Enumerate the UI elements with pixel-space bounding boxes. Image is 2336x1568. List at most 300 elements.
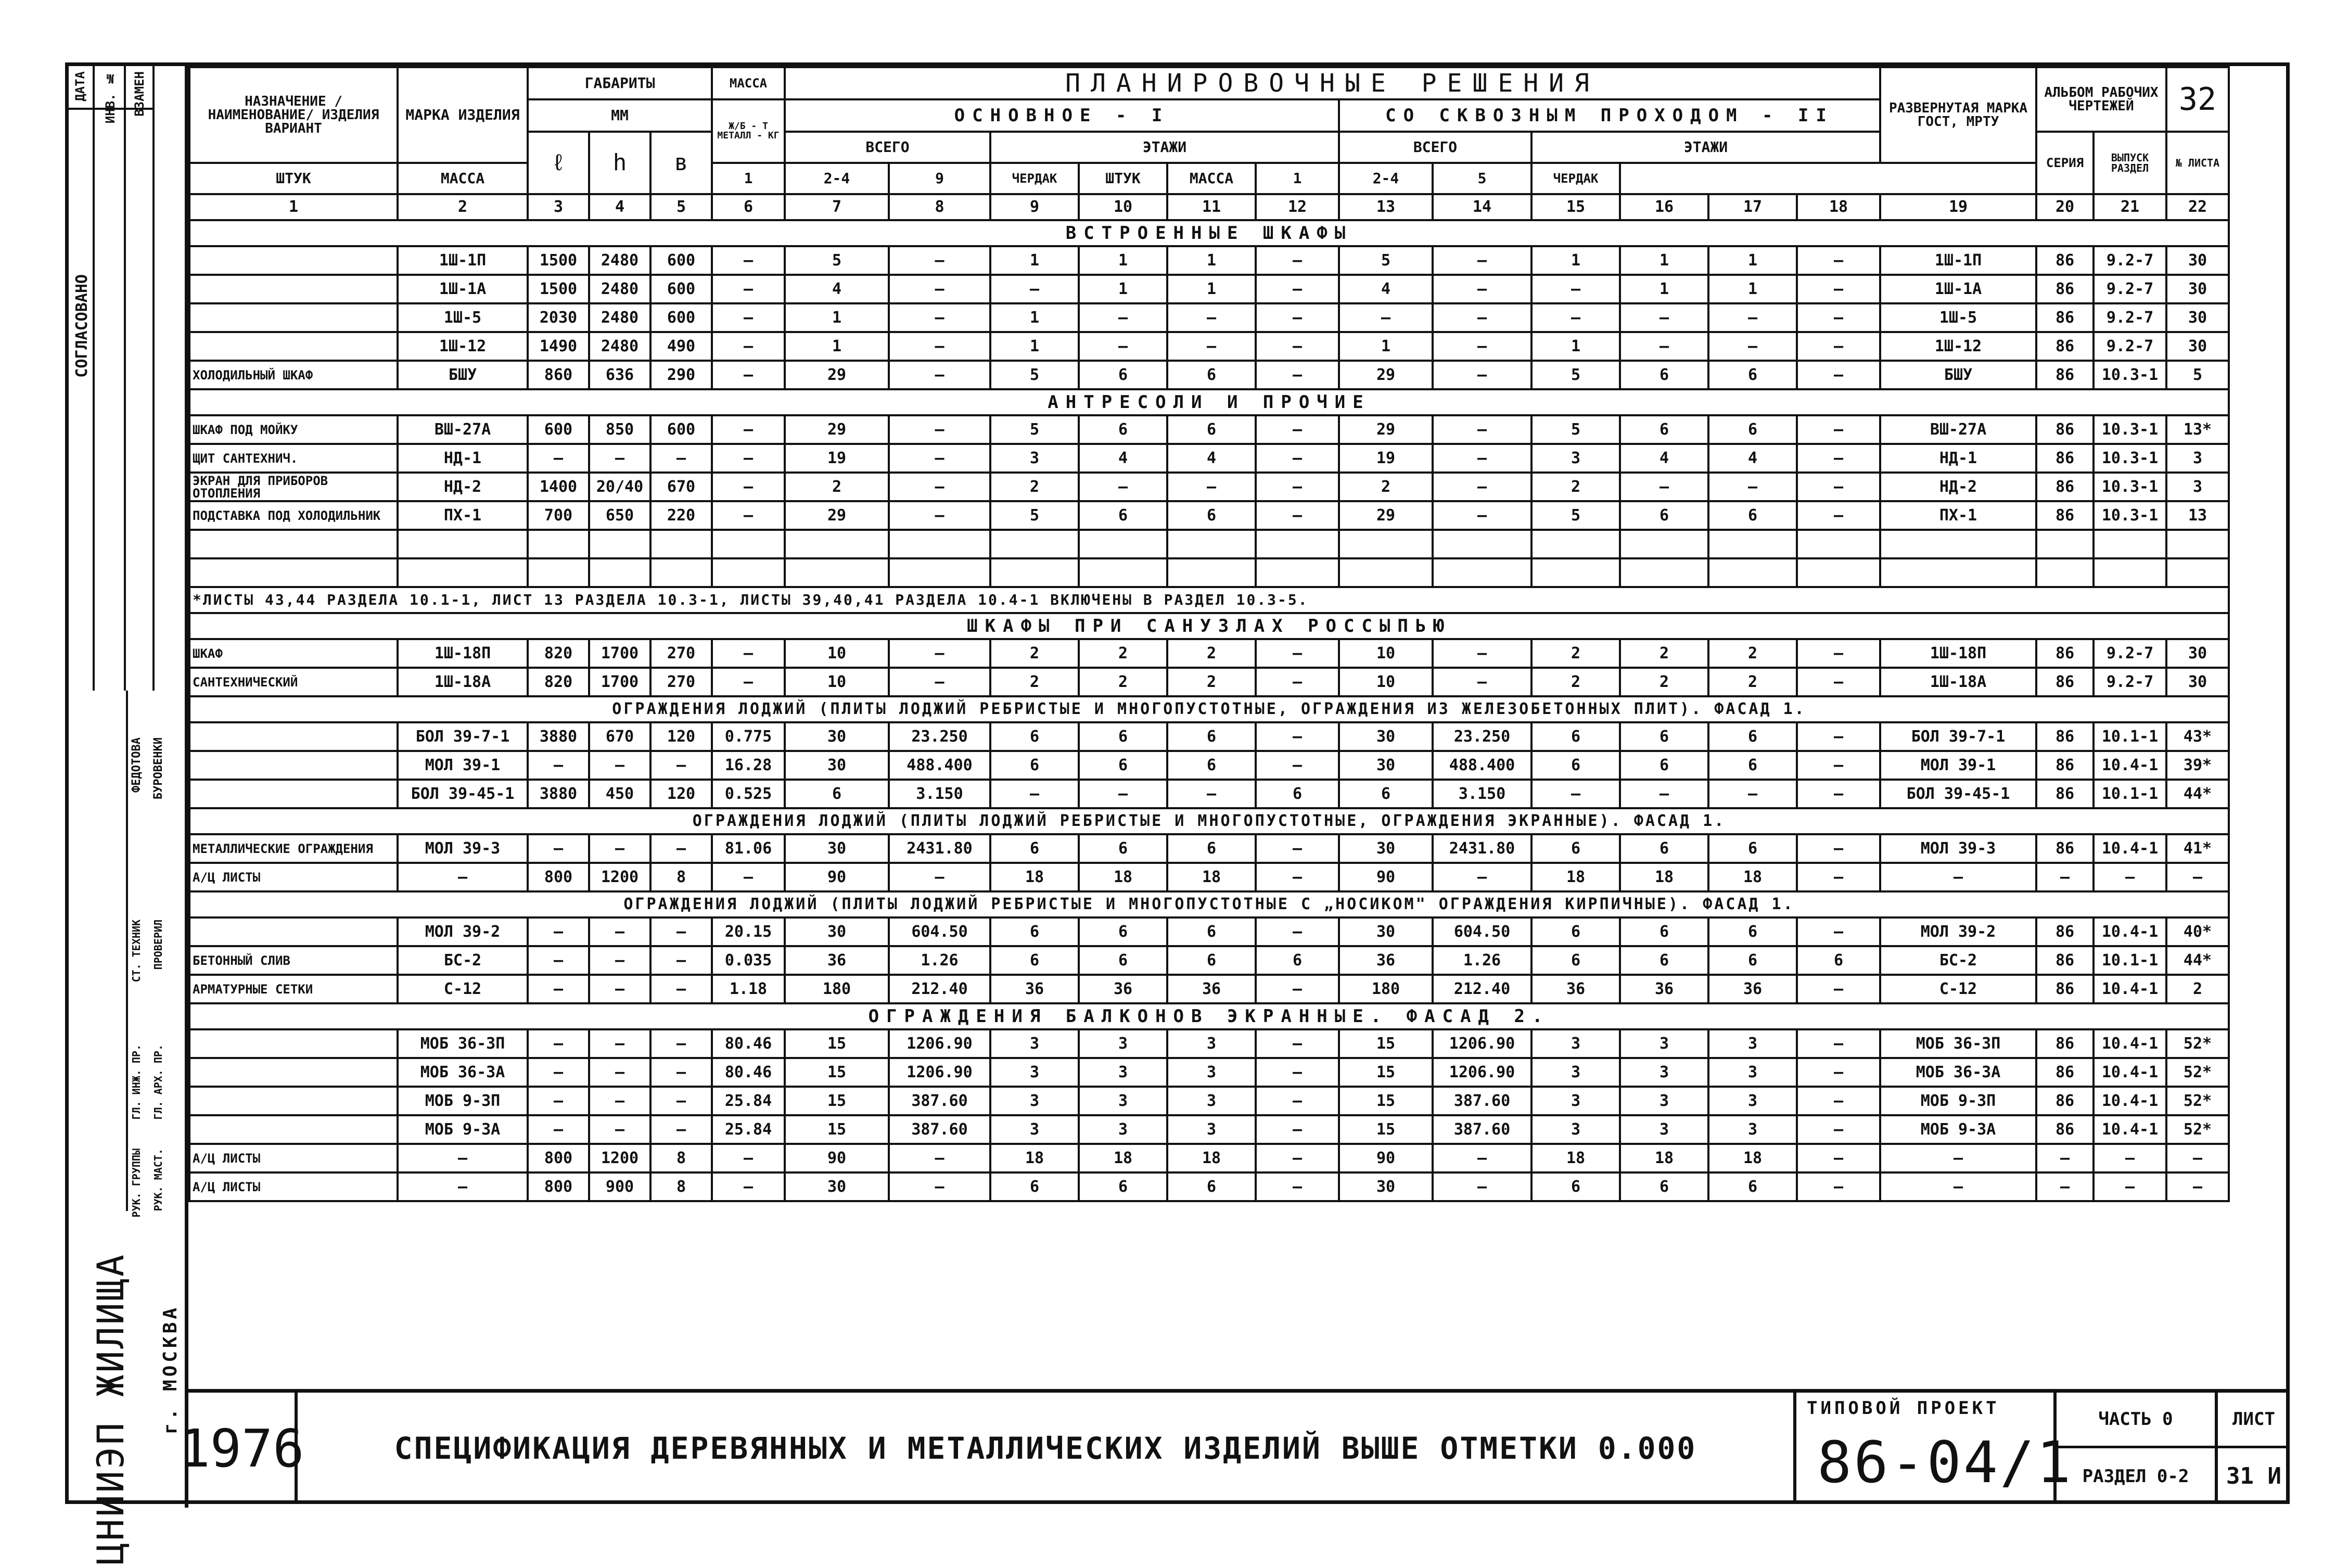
column-number: 14 bbox=[1433, 194, 1531, 220]
table-cell: 20/40 bbox=[589, 473, 650, 501]
table-cell: 9.2-7 bbox=[2094, 246, 2166, 275]
table-cell: — bbox=[589, 444, 650, 473]
table-cell: — bbox=[1797, 332, 1880, 361]
table-cell: 10.4-1 bbox=[2094, 834, 2166, 863]
column-number: 9 bbox=[990, 194, 1079, 220]
table-cell: 10.1-1 bbox=[2094, 780, 2166, 808]
table-cell: 1 bbox=[1079, 275, 1167, 303]
table-cell: 6 bbox=[1256, 946, 1339, 975]
table-cell: — bbox=[1256, 303, 1339, 332]
table-cell: 30 bbox=[2166, 246, 2229, 275]
table-cell bbox=[189, 1029, 398, 1058]
table-cell: 2 bbox=[990, 639, 1079, 668]
table-cell: 2 bbox=[1531, 473, 1620, 501]
table-cell: — bbox=[1620, 332, 1708, 361]
table-cell: 2 bbox=[1531, 668, 1620, 696]
table-cell: — bbox=[650, 444, 712, 473]
table-cell: 120 bbox=[650, 722, 712, 751]
table-cell: — bbox=[650, 946, 712, 975]
table-cell: 86 bbox=[2036, 917, 2094, 946]
table-cell: 6 bbox=[1620, 1172, 1708, 1201]
table-cell: 1Ш-5 bbox=[1880, 303, 2036, 332]
table-cell: 1 bbox=[785, 303, 889, 332]
table-cell bbox=[189, 1058, 398, 1087]
table-cell: 3 bbox=[1531, 1115, 1620, 1144]
table-cell: — bbox=[1797, 639, 1880, 668]
table-cell: 6 bbox=[1079, 501, 1167, 530]
table-cell: 270 bbox=[650, 639, 712, 668]
column-number: 16 bbox=[1620, 194, 1708, 220]
table-cell: 1 bbox=[785, 332, 889, 361]
table-cell: 18 bbox=[1620, 863, 1708, 891]
table-cell: 36 bbox=[990, 975, 1079, 1003]
table-cell: 30 bbox=[2166, 639, 2229, 668]
table-cell: 29 bbox=[785, 361, 889, 389]
table-cell: — bbox=[1797, 917, 1880, 946]
part-cell: ЧАСТЬ 0 bbox=[2057, 1393, 2218, 1448]
table-cell: А/Ц ЛИСТЫ bbox=[189, 1172, 398, 1201]
table-cell: 30 bbox=[1339, 917, 1433, 946]
header-basic: ОСНОВНОЕ - I bbox=[785, 99, 1339, 132]
table-cell: — bbox=[1256, 1029, 1339, 1058]
table-cell: 600 bbox=[650, 415, 712, 444]
column-number: 2 bbox=[398, 194, 528, 220]
table-cell bbox=[189, 1087, 398, 1115]
table-cell: 3 bbox=[1079, 1115, 1167, 1144]
header-through: СО СКВОЗНЫМ ПРОХОДОМ - II bbox=[1339, 99, 1880, 132]
date-label: ДАТА bbox=[73, 71, 87, 101]
table-cell bbox=[189, 780, 398, 808]
table-cell: 18 bbox=[1079, 863, 1167, 891]
table-cell: — bbox=[889, 1172, 990, 1201]
table-cell: 600 bbox=[650, 303, 712, 332]
table-cell: 1700 bbox=[589, 668, 650, 696]
table-cell: — bbox=[1620, 303, 1708, 332]
table-cell: — bbox=[528, 946, 589, 975]
table-cell: — bbox=[1797, 275, 1880, 303]
table-cell bbox=[189, 303, 398, 332]
year-stamp: 1976 bbox=[188, 1393, 298, 1504]
header-mass-unit: Ж/Б - Т МЕТАЛЛ - КГ bbox=[712, 99, 785, 163]
column-number: 10 bbox=[1079, 194, 1167, 220]
table-cell: 3 bbox=[1167, 1087, 1256, 1115]
table-row bbox=[189, 917, 2229, 946]
table-cell bbox=[990, 530, 1079, 558]
table-cell: 3 bbox=[1167, 1029, 1256, 1058]
empty-row bbox=[189, 558, 2229, 587]
header-series: СЕРИЯ bbox=[2036, 132, 2094, 194]
table-cell: 86 bbox=[2036, 246, 2094, 275]
table-cell: 6 bbox=[1708, 722, 1797, 751]
table-cell: — bbox=[1256, 975, 1339, 1003]
table-row bbox=[189, 1087, 2229, 1115]
table-cell: 29 bbox=[785, 415, 889, 444]
footnote: *ЛИСТЫ 43,44 РАЗДЕЛА 10.1-1, ЛИСТ 13 РАЗДЕЛА 10.3-1, ЛИСТЫ 39,40,41 РАЗДЕЛА 10.4-1 ВКЛЮЧЕНЫ В РАЗДЕЛ 10.3-5. bbox=[189, 587, 2229, 613]
table-cell: — bbox=[528, 1115, 589, 1144]
table-cell: 30 bbox=[2166, 332, 2229, 361]
table-cell: 52* bbox=[2166, 1087, 2229, 1115]
table-cell: 6 bbox=[1708, 1172, 1797, 1201]
table-cell: 19 bbox=[1339, 444, 1433, 473]
title-block bbox=[178, 1389, 2290, 1504]
table-cell: — bbox=[1620, 780, 1708, 808]
table-row bbox=[189, 1058, 2229, 1087]
header-sheet-no: № ЛИСТА bbox=[2166, 132, 2229, 194]
table-cell: 18 bbox=[1167, 1144, 1256, 1172]
table-cell: — bbox=[889, 303, 990, 332]
table-cell: — bbox=[712, 1172, 785, 1201]
drawing-sheet bbox=[65, 62, 2290, 1565]
header-count: ШТУК bbox=[1079, 163, 1167, 194]
table-cell bbox=[2094, 530, 2166, 558]
table-cell: 90 bbox=[1339, 1144, 1433, 1172]
header-album: АЛЬБОМ РАБОЧИХ ЧЕРТЕЖЕЙ bbox=[2036, 67, 2166, 132]
table-row bbox=[189, 275, 2229, 303]
table-cell: — bbox=[1256, 639, 1339, 668]
table-cell: — bbox=[1708, 473, 1797, 501]
table-cell: — bbox=[1256, 1087, 1339, 1115]
table-cell: — bbox=[712, 361, 785, 389]
table-cell: 10 bbox=[1339, 668, 1433, 696]
table-row bbox=[189, 780, 2229, 808]
table-cell: 10.1-1 bbox=[2094, 946, 2166, 975]
table-cell: 1 bbox=[1531, 246, 1620, 275]
table-cell: — bbox=[1256, 501, 1339, 530]
table-cell: — bbox=[2166, 1144, 2229, 1172]
city-label: г. МОСКВА bbox=[160, 1305, 181, 1435]
table-cell: 1200 bbox=[589, 863, 650, 891]
table-cell: 4 bbox=[1079, 444, 1167, 473]
project-number: 86-04/1 bbox=[1817, 1429, 2073, 1496]
table-cell: — bbox=[1797, 751, 1880, 780]
column-number: 7 bbox=[785, 194, 889, 220]
column-number: 6 bbox=[712, 194, 785, 220]
header-dimensions: ГАБАРИТЫ bbox=[528, 67, 712, 99]
table-cell: 86 bbox=[2036, 1087, 2094, 1115]
table-cell: 30 bbox=[2166, 668, 2229, 696]
table-cell: — bbox=[1433, 639, 1531, 668]
table-cell: 1Ш-18П bbox=[1880, 639, 2036, 668]
table-cell: 44* bbox=[2166, 946, 2229, 975]
table-cell: — bbox=[1433, 1172, 1531, 1201]
table-cell: — bbox=[1433, 332, 1531, 361]
table-row bbox=[189, 332, 2229, 361]
sheet-label: ЛИСТ bbox=[2218, 1393, 2290, 1448]
table-cell bbox=[785, 530, 889, 558]
table-cell: 9.2-7 bbox=[2094, 275, 2166, 303]
column-number: 1 bbox=[189, 194, 398, 220]
table-row bbox=[189, 668, 2229, 696]
table-cell: БС-2 bbox=[398, 946, 528, 975]
table-cell: 6 bbox=[1531, 722, 1620, 751]
table-cell: ЩИТ САНТЕХНИЧ. bbox=[189, 444, 398, 473]
table-cell: 8 bbox=[650, 863, 712, 891]
table-cell: 800 bbox=[528, 1172, 589, 1201]
table-cell: НД-2 bbox=[398, 473, 528, 501]
table-cell: 2 bbox=[1339, 473, 1433, 501]
table-cell: 86 bbox=[2036, 303, 2094, 332]
table-cell: 30 bbox=[785, 1172, 889, 1201]
table-cell: — bbox=[1708, 332, 1797, 361]
table-cell: 10 bbox=[785, 639, 889, 668]
table-cell: — bbox=[589, 751, 650, 780]
table-cell: 30 bbox=[785, 751, 889, 780]
table-cell: МОЛ 39-2 bbox=[398, 917, 528, 946]
table-cell: 10.4-1 bbox=[2094, 1058, 2166, 1087]
table-cell: — bbox=[1797, 975, 1880, 1003]
table-cell: МОЛ 39-2 bbox=[1880, 917, 2036, 946]
table-cell bbox=[1531, 530, 1620, 558]
table-cell: 2 bbox=[785, 473, 889, 501]
table-cell: ШКАФ ПОД МОЙКУ bbox=[189, 415, 398, 444]
table-cell: 15 bbox=[1339, 1058, 1433, 1087]
table-cell: 90 bbox=[1339, 863, 1433, 891]
table-cell: 10.4-1 bbox=[2094, 751, 2166, 780]
table-row bbox=[189, 473, 2229, 501]
table-cell: 6 bbox=[1620, 361, 1708, 389]
table-cell: — bbox=[1256, 863, 1339, 891]
table-cell: 86 bbox=[2036, 501, 2094, 530]
project-cell bbox=[1796, 1393, 2073, 1504]
table-cell: 10.4-1 bbox=[2094, 975, 2166, 1003]
table-cell: 2 bbox=[990, 473, 1079, 501]
table-cell: 650 bbox=[589, 501, 650, 530]
table-row bbox=[189, 639, 2229, 668]
table-cell: 6 bbox=[1620, 917, 1708, 946]
table-cell: — bbox=[1531, 275, 1620, 303]
table-cell: — bbox=[1880, 1172, 2036, 1201]
sheet-value: 31 И bbox=[2226, 1463, 2281, 1489]
role-label: ГЛ. ИНЖ. ПР. bbox=[130, 1044, 143, 1120]
column-number: 11 bbox=[1167, 194, 1256, 220]
table-row bbox=[189, 444, 2229, 473]
table-cell: — bbox=[1797, 501, 1880, 530]
table-cell: БШУ bbox=[1880, 361, 2036, 389]
table-cell: — bbox=[712, 863, 785, 891]
table-cell: 6 bbox=[785, 780, 889, 808]
table-cell: 86 bbox=[2036, 444, 2094, 473]
header-planning: ПЛАНИРОВОЧНЫЕ РЕШЕНИЯ bbox=[785, 67, 1880, 99]
table-cell: 1Ш-18А bbox=[398, 668, 528, 696]
table-cell: А/Ц ЛИСТЫ bbox=[189, 1144, 398, 1172]
table-cell bbox=[189, 722, 398, 751]
table-row bbox=[189, 1172, 2229, 1201]
table-cell: 488.400 bbox=[1433, 751, 1531, 780]
table-cell: — bbox=[1256, 668, 1339, 696]
table-cell: — bbox=[2036, 1144, 2094, 1172]
table-cell: 3.150 bbox=[889, 780, 990, 808]
inventory-label: ИНВ. № bbox=[103, 71, 118, 124]
table-cell: 52* bbox=[2166, 1029, 2229, 1058]
table-cell: — bbox=[528, 1029, 589, 1058]
table-cell: 5 bbox=[1339, 246, 1433, 275]
table-cell: 52* bbox=[2166, 1058, 2229, 1087]
table-cell: — bbox=[1797, 444, 1880, 473]
table-cell: 3 bbox=[1708, 1087, 1797, 1115]
table-cell: — bbox=[1797, 780, 1880, 808]
table-cell: — bbox=[650, 751, 712, 780]
header-expanded-mark: РАЗВЕРНУТАЯ МАРКА ГОСТ, МРТУ bbox=[1880, 67, 2036, 163]
table-cell: 86 bbox=[2036, 780, 2094, 808]
table-cell: 36 bbox=[1167, 975, 1256, 1003]
table-cell bbox=[589, 558, 650, 587]
column-number: 20 bbox=[2036, 194, 2094, 220]
table-cell: — bbox=[650, 975, 712, 1003]
table-cell bbox=[398, 530, 528, 558]
table-cell: — bbox=[1256, 1144, 1339, 1172]
table-cell: 6 bbox=[1079, 361, 1167, 389]
table-cell: — bbox=[1797, 1058, 1880, 1087]
table-cell bbox=[2036, 530, 2094, 558]
table-cell bbox=[889, 530, 990, 558]
table-cell: 6 bbox=[1708, 415, 1797, 444]
table-cell: МОЛ 39-1 bbox=[398, 751, 528, 780]
table-cell: — bbox=[1256, 361, 1339, 389]
table-cell: 4 bbox=[1167, 444, 1256, 473]
role-label: РУК. ГРУППЫ bbox=[130, 1149, 143, 1218]
sheet-number: 32 bbox=[2166, 67, 2229, 132]
table-cell: 3 bbox=[1079, 1087, 1167, 1115]
table-cell: — bbox=[398, 863, 528, 891]
table-cell: — bbox=[1433, 863, 1531, 891]
table-cell: НД-1 bbox=[1880, 444, 2036, 473]
table-row bbox=[189, 303, 2229, 332]
table-row bbox=[189, 946, 2229, 975]
table-cell: 9.2-7 bbox=[2094, 639, 2166, 668]
table-cell: 10.3-1 bbox=[2094, 361, 2166, 389]
table-cell: — bbox=[712, 473, 785, 501]
header-length: ℓ bbox=[528, 132, 589, 194]
header-floor: 2-4 bbox=[785, 163, 889, 194]
table-cell: 1 bbox=[1167, 246, 1256, 275]
table-cell: 10.1-1 bbox=[2094, 722, 2166, 751]
table-cell: 39* bbox=[2166, 751, 2229, 780]
table-cell: 18 bbox=[1167, 863, 1256, 891]
header-floors: ЭТАЖИ bbox=[1531, 132, 1880, 163]
table-cell: 29 bbox=[1339, 361, 1433, 389]
table-cell: — bbox=[1797, 1115, 1880, 1144]
table-cell: 0.525 bbox=[712, 780, 785, 808]
table-cell: 36 bbox=[1339, 946, 1433, 975]
role-label: БУРОВЕНКИ bbox=[152, 737, 165, 800]
table-cell: 3 bbox=[990, 1115, 1079, 1144]
table-cell: 6 bbox=[990, 946, 1079, 975]
table-cell bbox=[1256, 530, 1339, 558]
table-cell: — bbox=[1256, 246, 1339, 275]
column-number: 19 bbox=[1880, 194, 2036, 220]
table-cell: — bbox=[1797, 668, 1880, 696]
section-heading: ОГРАЖДЕНИЯ ЛОДЖИЙ (ПЛИТЫ ЛОДЖИЙ РЕБРИСТЫЕ И МНОГОПУСТОТНЫЕ, ОГРАЖДЕНИЯ ЭКРАННЫЕ). ФАСАД 1. bbox=[189, 808, 2229, 834]
table-cell: ШКАФ bbox=[189, 639, 398, 668]
table-cell: — bbox=[1256, 1172, 1339, 1201]
table-cell: 80.46 bbox=[712, 1058, 785, 1087]
table-cell: — bbox=[1079, 303, 1167, 332]
table-cell: 1 bbox=[1167, 275, 1256, 303]
table-cell bbox=[528, 530, 589, 558]
table-cell: 6 bbox=[1167, 834, 1256, 863]
table-cell: 6 bbox=[990, 834, 1079, 863]
table-cell bbox=[1167, 558, 1256, 587]
table-cell: 3 bbox=[1620, 1029, 1708, 1058]
table-cell bbox=[650, 530, 712, 558]
table-cell: 20.15 bbox=[712, 917, 785, 946]
table-cell: — bbox=[589, 1087, 650, 1115]
table-cell: 6 bbox=[990, 1172, 1079, 1201]
table-cell: МОБ 9-3А bbox=[398, 1115, 528, 1144]
section-heading: ОГРАЖДЕНИЯ ЛОДЖИЙ (ПЛИТЫ ЛОДЖИЙ РЕБРИСТЫЕ И МНОГОПУСТОТНЫЕ С „НОСИКОМ" ОГРАЖДЕНИЯ КИРПИЧНЫЕ). ФАСАД 1. bbox=[189, 891, 2229, 917]
table-cell: 6 bbox=[1531, 1172, 1620, 1201]
table-row bbox=[189, 751, 2229, 780]
table-cell: — bbox=[712, 275, 785, 303]
table-cell: 1 bbox=[1620, 275, 1708, 303]
table-cell: 86 bbox=[2036, 946, 2094, 975]
table-cell: 86 bbox=[2036, 639, 2094, 668]
table-cell: 1.26 bbox=[889, 946, 990, 975]
table-cell: 18 bbox=[1620, 1144, 1708, 1172]
table-cell: 120 bbox=[650, 780, 712, 808]
table-cell: 2 bbox=[2166, 975, 2229, 1003]
table-cell: 36 bbox=[1708, 975, 1797, 1003]
table-cell: 18 bbox=[990, 1144, 1079, 1172]
table-cell: 600 bbox=[650, 275, 712, 303]
table-cell: — bbox=[712, 303, 785, 332]
header-issue: ВЫПУСК РАЗДЕЛ bbox=[2094, 132, 2166, 194]
table-cell: 4 bbox=[1339, 275, 1433, 303]
table-cell: 6 bbox=[1079, 751, 1167, 780]
table-cell: — bbox=[1079, 332, 1167, 361]
table-row bbox=[189, 1029, 2229, 1058]
table-cell bbox=[1339, 530, 1433, 558]
table-cell: 44* bbox=[2166, 780, 2229, 808]
header-floor: ЧЕРДАК bbox=[1531, 163, 1620, 194]
table-cell: 2 bbox=[1167, 639, 1256, 668]
table-cell: БС-2 bbox=[1880, 946, 2036, 975]
table-cell: 86 bbox=[2036, 668, 2094, 696]
table-cell: — bbox=[712, 246, 785, 275]
table-cell: 86 bbox=[2036, 415, 2094, 444]
table-cell bbox=[189, 558, 398, 587]
table-cell: — bbox=[1256, 722, 1339, 751]
table-cell bbox=[1620, 558, 1708, 587]
table-cell bbox=[1797, 558, 1880, 587]
header-purpose: НАЗНАЧЕНИЕ /НАИМЕНОВАНИЕ/ ИЗДЕЛИЯ ВАРИАНТ bbox=[189, 67, 398, 163]
table-cell: НД-1 bbox=[398, 444, 528, 473]
table-cell: — bbox=[889, 473, 990, 501]
table-cell: 387.60 bbox=[889, 1087, 990, 1115]
table-cell: 10 bbox=[785, 668, 889, 696]
table-cell: 1Ш-1А bbox=[1880, 275, 2036, 303]
table-cell: — bbox=[889, 246, 990, 275]
table-cell: 86 bbox=[2036, 1058, 2094, 1087]
table-cell: МОБ 36-3П bbox=[1880, 1029, 2036, 1058]
table-cell: 9.2-7 bbox=[2094, 668, 2166, 696]
table-cell: — bbox=[1708, 303, 1797, 332]
table-cell: 3880 bbox=[528, 780, 589, 808]
table-cell: — bbox=[1433, 415, 1531, 444]
table-cell: 820 bbox=[528, 668, 589, 696]
table-cell: 2 bbox=[1620, 639, 1708, 668]
table-cell: — bbox=[712, 668, 785, 696]
table-cell bbox=[1339, 558, 1433, 587]
table-cell: БОЛ 39-7-1 bbox=[398, 722, 528, 751]
table-cell bbox=[712, 530, 785, 558]
table-cell bbox=[785, 558, 889, 587]
table-cell: 4 bbox=[785, 275, 889, 303]
table-cell: 6 bbox=[1797, 946, 1880, 975]
table-cell: 6 bbox=[1620, 834, 1708, 863]
table-cell: 0.035 bbox=[712, 946, 785, 975]
table-cell: 3 bbox=[1167, 1058, 1256, 1087]
